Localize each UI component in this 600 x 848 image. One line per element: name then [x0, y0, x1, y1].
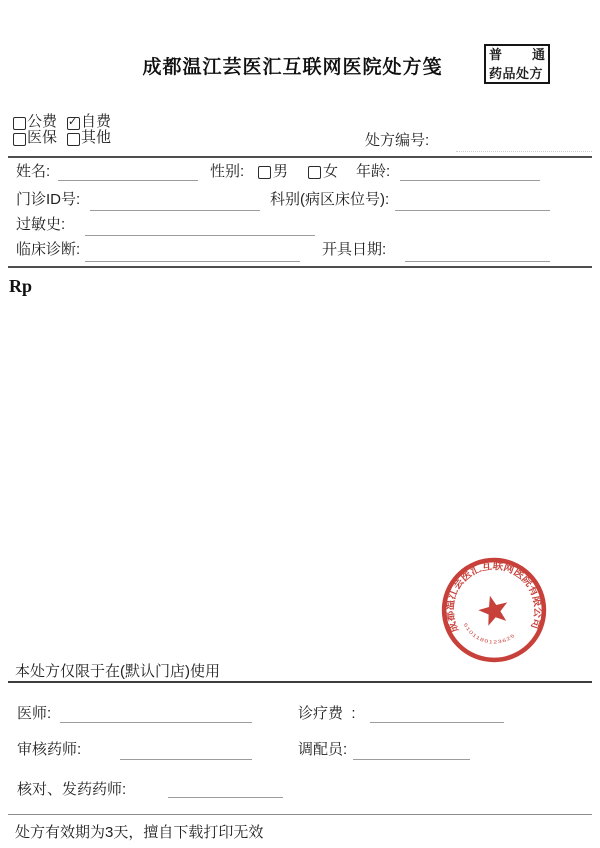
divider-validity: [8, 814, 592, 815]
validity-note: 处方有效期为3天，擅自下载打印无效: [15, 824, 264, 841]
usage-note: 本处方仅限于在(默认门店)使用: [15, 663, 220, 680]
svg-text:成都温江芸医汇互联网医院有限公司: [443, 559, 545, 635]
doctor-label: 医师:: [17, 705, 52, 722]
check-dispense-sign-line: [168, 797, 283, 798]
outpatient-id-label: 门诊ID号:: [16, 191, 81, 208]
allergy-field-line: [85, 235, 315, 236]
svg-text:5101180123625: [463, 622, 516, 644]
name-field-line: [58, 180, 198, 181]
rp-symbol: Rp: [9, 276, 33, 296]
checkbox-other: [67, 133, 80, 146]
label-female: 女: [323, 163, 339, 180]
type-stamp-row2: 药品处方: [489, 66, 544, 81]
age-field-line: [400, 180, 540, 181]
seal-company-text: 成都温江芸医汇互联网医院有限公司: [443, 559, 544, 635]
prescription-no-line: [456, 151, 592, 152]
age-label: 年龄:: [356, 163, 391, 180]
doctor-sign-line: [60, 722, 252, 723]
label-other: 其他: [81, 129, 112, 146]
allergy-label: 过敏史:: [16, 216, 66, 233]
type-stamp-char-right: 通: [531, 47, 545, 62]
type-stamp-char-left: 普: [489, 47, 503, 62]
department-label: 科别(病区床位号):: [270, 191, 390, 208]
divider-footer: [8, 681, 592, 683]
dispenser-label: 调配员:: [298, 741, 348, 758]
checkbox-female: [308, 166, 321, 179]
label-public-expense: 公费: [27, 113, 58, 130]
divider-top: [8, 156, 592, 158]
gender-label: 性别:: [210, 163, 245, 180]
dispenser-sign-line: [353, 759, 470, 760]
diagnosis-label: 临床诊断:: [16, 241, 81, 258]
label-medical-insurance: 医保: [27, 129, 58, 146]
department-field-line: [395, 210, 550, 211]
divider-rp: [8, 266, 592, 268]
checkbox-public-expense: [13, 117, 26, 130]
name-label: 姓名:: [16, 163, 51, 180]
hospital-seal: [439, 555, 549, 665]
label-male: 男: [273, 163, 289, 180]
review-pharmacist-label: 审核药师:: [17, 741, 82, 758]
checkbox-medical-insurance: [13, 133, 26, 146]
page-title: 成都温江芸医汇互联网医院处方笺: [142, 57, 443, 78]
checkbox-male: [258, 166, 271, 179]
prescription-no-label: 处方编号:: [365, 132, 430, 149]
type-stamp-row1: [489, 47, 545, 62]
diagnosis-field-line: [85, 261, 300, 262]
checkbox-self-pay: [67, 117, 80, 130]
outpatient-id-field-line: [90, 210, 260, 211]
fee-field-line: [370, 722, 504, 723]
issue-date-label: 开具日期:: [322, 241, 387, 258]
prescription-type-stamp-box: [484, 44, 550, 84]
check-dispense-label: 核对、发药药师:: [17, 781, 127, 798]
review-pharmacist-sign-line: [120, 759, 252, 760]
issue-date-field-line: [405, 261, 550, 262]
seal-star-icon: [475, 592, 511, 627]
fee-label: 诊疗费 :: [298, 705, 356, 722]
label-self-pay: 自费: [81, 113, 112, 130]
seal-code-text: 5101180123625: [462, 622, 515, 645]
